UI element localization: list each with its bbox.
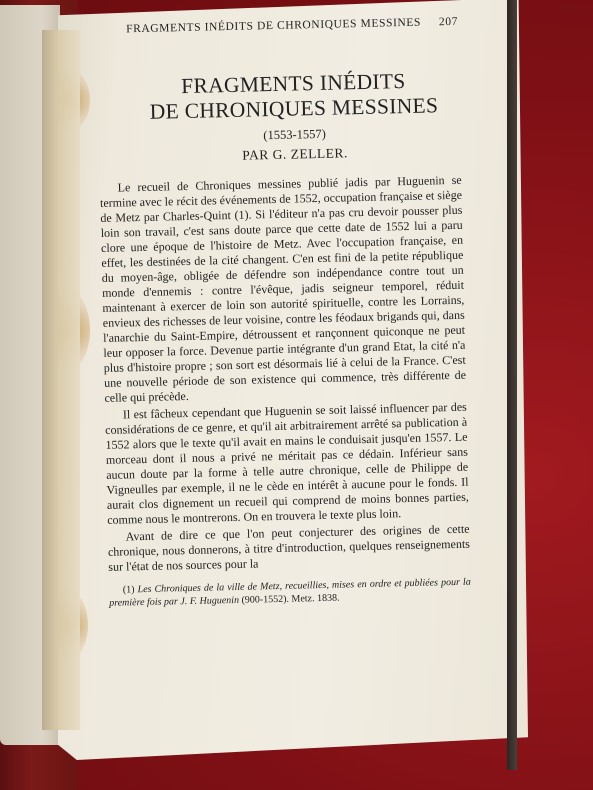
footnote-text: (900-1552). Metz. 1838.	[241, 592, 340, 606]
paragraph-2: Il est fâcheux cependant que Huguenin se soit laissé influencer par des considérations de ce genre, et qu'il ait arbitrairement arrêté sa publication à 1552 alors que le texte qu'il avait en mains le conduisait jusqu'en 1557. Le morceau dont il nous a privé ne méritait pas ce dédain. Inférieur sans aucun doute par la forme à telle autre chronique, celle de Philippe de Vigneulles par exemple, il ne le cède en intérêt à aucune pour le fonds. Il aurait clos dignement un recueil qui comprend de moins bonnes parties, comme nous le montrerons. On en trouvera le texte plus loin.	[105, 399, 469, 527]
book-cover-edge	[507, 0, 517, 770]
footnote	[109, 577, 471, 610]
article-title	[127, 68, 460, 126]
page-content	[96, 16, 474, 724]
footnote-italic-text: Les Chroniques de la ville de Metz, recueillies, mises en ordre et publiées pour la première fois par J. F. Huguenin	[109, 576, 471, 609]
title-line-1: FRAGMENTS INÉDITS	[181, 68, 406, 99]
paragraph-3: Avant de dire ce que l'on peut conjecturer des origines de cette chronique, nous donnerons, à titre d'introduction, quelques renseignements sur l'état de nos sources pour la	[107, 521, 471, 574]
paragraph-1: Le recueil de Chroniques messines publié jadis par Huguenin se termine avec le récit des événements de 1552, occupation française et siège de Metz par Charles-Quint (1). Si l'éditeur n'a pas cru devoir pousser plus loin son travail, c'est sans doute parce que cette date de 1552 lui a paru clore une époque de l'histoire de Metz. Avec l'occupation française, en effet, les destinées de la cité changent. C'en est fini de la petite république du moyen-âge, obligée de défendre son indépendance contre tout un monde d'ennemis : contre l'évêque, jadis seigneur temporel, réduit maintenant à exercer de loin son autorité spirituelle, contre les Lorrains, envieux des richesses de leur voisine, contre les féodaux brigands qui, dans l'anarchie du Saint-Empire, détroussent et rançonnent quiconque ne peut leur opposer la force. Devenue partie intégrante d'un grand Etat, la cité n'a plus d'histoire propre ; son sort est désormais lié à celui de la France. C'est une nouvelle période de son existence qui commence, très différente de celle qui précède.	[99, 172, 467, 405]
title-line-2: DE CHRONIQUES MESSINES	[149, 93, 439, 124]
author-byline: PAR G. ZELLER.	[242, 145, 348, 163]
page-number: 207	[438, 15, 459, 29]
date-range: (1553-1557)	[263, 126, 326, 143]
running-title: FRAGMENTS INÉDITS DE CHRONIQUES MESSINES	[125, 16, 422, 36]
page-gutter	[42, 30, 80, 730]
footnote-marker: (1)	[122, 584, 135, 596]
